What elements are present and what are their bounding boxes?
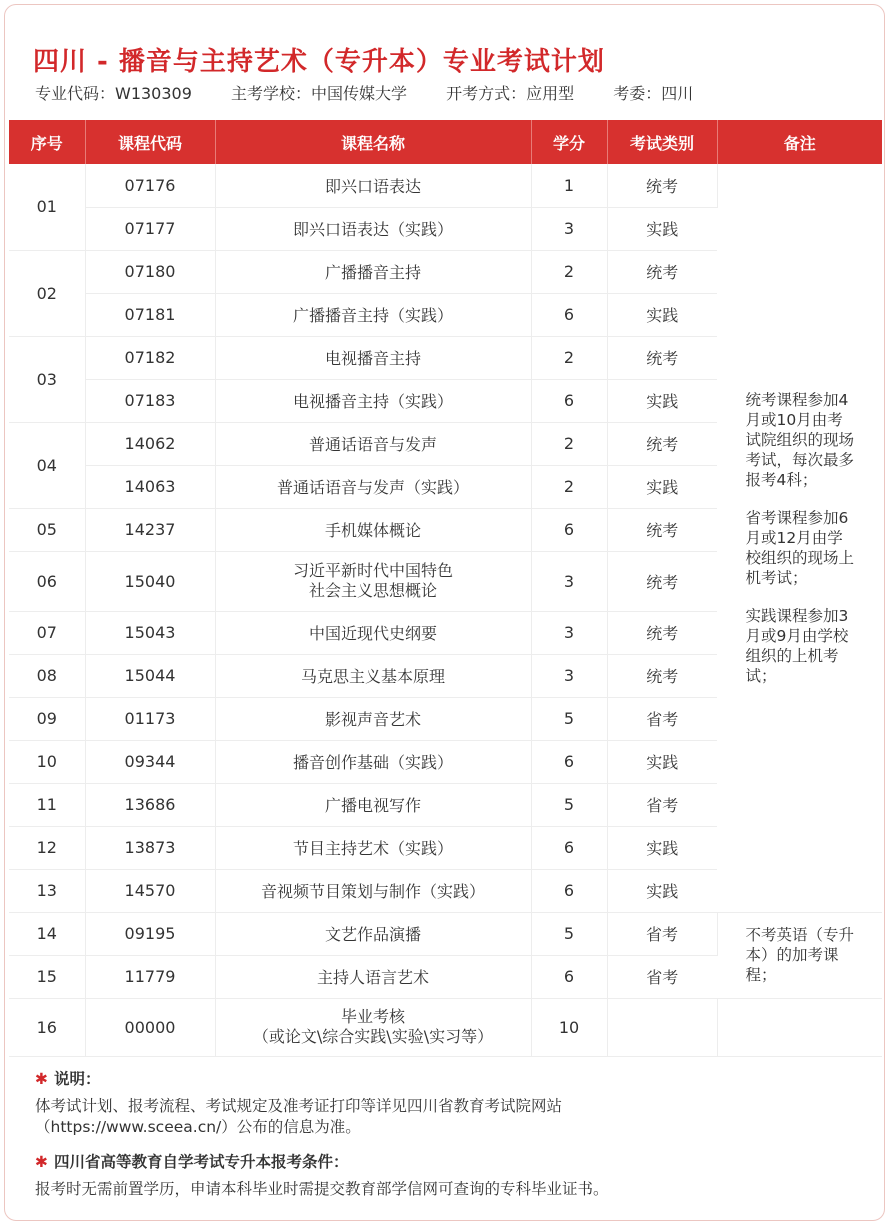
row-no: 12 <box>9 826 85 869</box>
note-provincial: 省考课程参加6月或12月由学校组织的现场上机考试； <box>745 508 855 587</box>
row-credit: 2 <box>531 422 607 465</box>
row-name: 普通话语音与发声 <box>215 422 531 465</box>
row-credit: 6 <box>531 740 607 783</box>
row-code: 11779 <box>85 955 215 998</box>
row-code: 13873 <box>85 826 215 869</box>
row-type: 实践 <box>607 379 717 422</box>
row-credit: 3 <box>531 551 607 611</box>
row-name: 电视播音主持 <box>215 336 531 379</box>
row-credit: 3 <box>531 654 607 697</box>
header-name: 课程名称 <box>215 120 531 164</box>
row-type: 统考 <box>607 336 717 379</box>
row-type: 统考 <box>607 250 717 293</box>
row-no: 16 <box>9 998 85 1056</box>
row-code: 14237 <box>85 508 215 551</box>
row-no: 01 <box>9 164 85 250</box>
row-name: 节目主持艺术（实践） <box>215 826 531 869</box>
footer-text-line: 报考时无需前置学历，申请本科毕业时需提交教育部学信网可查询的专科毕业证书。 <box>35 1180 609 1198</box>
note-unified: 统考课程参加4月或10月由考试院组织的现场考试，每次最多报考4科； <box>745 390 855 489</box>
asterisk-icon: ✱ <box>35 1153 48 1171</box>
row-code: 07182 <box>85 336 215 379</box>
header-type: 考试类别 <box>607 120 717 164</box>
row-name: 普通话语音与发声（实践） <box>215 465 531 508</box>
row-name: 中国近现代史纲要 <box>215 611 531 654</box>
row-code: 00000 <box>85 998 215 1056</box>
row-type: 实践 <box>607 207 717 250</box>
row-note-empty <box>717 998 882 1056</box>
row-credit: 6 <box>531 826 607 869</box>
row-type: 统考 <box>607 551 717 611</box>
row-credit: 5 <box>531 783 607 826</box>
row-code: 14063 <box>85 465 215 508</box>
row-code: 07181 <box>85 293 215 336</box>
page-title: 四川 - 播音与主持艺术（专升本）专业考试计划 <box>33 47 605 77</box>
footer-text-line: （https://www.sceea.cn/）公布的信息为准。 <box>35 1118 361 1136</box>
row-credit: 5 <box>531 697 607 740</box>
table-row <box>9 164 882 207</box>
row-name-line2: 社会主义思想概论 <box>308 581 437 600</box>
row-name: 播音创作基础（实践） <box>215 740 531 783</box>
row-name: 马克思主义基本原理 <box>215 654 531 697</box>
row-code: 14570 <box>85 869 215 912</box>
row-credit: 2 <box>531 465 607 508</box>
row-name <box>215 998 531 1056</box>
row-type: 省考 <box>607 697 717 740</box>
footer-heading-conditions <box>35 1152 865 1173</box>
row-credit: 6 <box>531 869 607 912</box>
row-type <box>607 998 717 1056</box>
row-type: 实践 <box>607 740 717 783</box>
row-code: 15040 <box>85 551 215 611</box>
row-credit: 1 <box>531 164 607 207</box>
exam-committee: 考委：四川 <box>613 84 694 103</box>
row-type: 统考 <box>607 422 717 465</box>
row-name: 即兴口语表达 <box>215 164 531 207</box>
footer-block-explain <box>35 1069 865 1138</box>
row-no: 03 <box>9 336 85 422</box>
row-credit: 10 <box>531 998 607 1056</box>
row-type: 实践 <box>607 826 717 869</box>
row-name-line1: 毕业考核 <box>340 1007 405 1026</box>
major-code: 专业代码：W130309 <box>35 84 192 103</box>
row-credit: 3 <box>531 207 607 250</box>
row-name-line1: 习近平新时代中国特色 <box>292 561 453 580</box>
row-type: 实践 <box>607 869 717 912</box>
row-code: 07177 <box>85 207 215 250</box>
row-credit: 6 <box>531 955 607 998</box>
footer-text-line: 体考试计划、报考流程、考试规定及准考证打印等详见四川省教育考试院网站 <box>35 1097 563 1115</box>
row-type: 省考 <box>607 783 717 826</box>
row-code: 13686 <box>85 783 215 826</box>
row-name: 手机媒体概论 <box>215 508 531 551</box>
row-credit: 6 <box>531 379 607 422</box>
row-name: 广播电视写作 <box>215 783 531 826</box>
note-practice: 实践课程参加3月或9月由学校组织的上机考试； <box>745 606 849 685</box>
row-credit: 5 <box>531 912 607 955</box>
row-type: 统考 <box>607 164 717 207</box>
header-note: 备注 <box>717 120 882 164</box>
note-extra-course: 不考英语（专升本）的加考课程； <box>745 926 855 984</box>
row-no: 09 <box>9 697 85 740</box>
footer-block-conditions <box>35 1152 865 1200</box>
row-no: 13 <box>9 869 85 912</box>
table-row <box>9 998 882 1056</box>
exam-method: 开考方式：应用型 <box>446 84 575 103</box>
footer-heading-text: 四川省高等教育自学考试专升本报考条件： <box>54 1153 349 1171</box>
header-credit: 学分 <box>531 120 607 164</box>
row-type: 统考 <box>607 508 717 551</box>
row-name: 音视频节目策划与制作（实践） <box>215 869 531 912</box>
note-cell-extra <box>717 912 882 998</box>
row-name: 广播播音主持（实践） <box>215 293 531 336</box>
footer-heading-explain <box>35 1069 865 1090</box>
row-credit: 6 <box>531 293 607 336</box>
row-type: 统考 <box>607 654 717 697</box>
host-school: 主考学校：中国传媒大学 <box>231 84 408 103</box>
row-code: 07183 <box>85 379 215 422</box>
row-code: 07180 <box>85 250 215 293</box>
table-header-row <box>9 120 882 164</box>
row-no: 08 <box>9 654 85 697</box>
row-credit: 3 <box>531 611 607 654</box>
row-type: 省考 <box>607 955 717 998</box>
major-info <box>35 81 727 104</box>
row-code: 09195 <box>85 912 215 955</box>
asterisk-icon: ✱ <box>35 1070 48 1088</box>
row-no: 04 <box>9 422 85 508</box>
row-no: 14 <box>9 912 85 955</box>
row-credit: 6 <box>531 508 607 551</box>
row-no: 11 <box>9 783 85 826</box>
row-no: 05 <box>9 508 85 551</box>
row-type: 实践 <box>607 465 717 508</box>
row-code: 15043 <box>85 611 215 654</box>
row-no: 02 <box>9 250 85 336</box>
row-type: 省考 <box>607 912 717 955</box>
row-name: 即兴口语表达（实践） <box>215 207 531 250</box>
exam-plan-table <box>9 120 882 1057</box>
header-no: 序号 <box>9 120 85 164</box>
row-credit: 2 <box>531 250 607 293</box>
footer-notes <box>35 1069 865 1214</box>
row-no: 06 <box>9 551 85 611</box>
row-name: 影视声音艺术 <box>215 697 531 740</box>
footer-heading-text: 说明： <box>54 1070 101 1088</box>
row-code: 14062 <box>85 422 215 465</box>
row-type: 实践 <box>607 293 717 336</box>
table-row <box>9 912 882 955</box>
row-no: 10 <box>9 740 85 783</box>
row-no: 15 <box>9 955 85 998</box>
row-no: 07 <box>9 611 85 654</box>
note-cell-main <box>717 164 882 912</box>
row-name: 主持人语言艺术 <box>215 955 531 998</box>
exam-plan-card <box>4 4 885 1221</box>
row-name <box>215 551 531 611</box>
row-code: 15044 <box>85 654 215 697</box>
row-name: 广播播音主持 <box>215 250 531 293</box>
row-name: 电视播音主持（实践） <box>215 379 531 422</box>
row-code: 09344 <box>85 740 215 783</box>
row-type: 统考 <box>607 611 717 654</box>
row-name-line2: （或论文\综合实践\实验\实习等） <box>252 1027 494 1046</box>
row-code: 01173 <box>85 697 215 740</box>
row-name: 文艺作品演播 <box>215 912 531 955</box>
header-code: 课程代码 <box>85 120 215 164</box>
row-credit: 2 <box>531 336 607 379</box>
row-code: 07176 <box>85 164 215 207</box>
